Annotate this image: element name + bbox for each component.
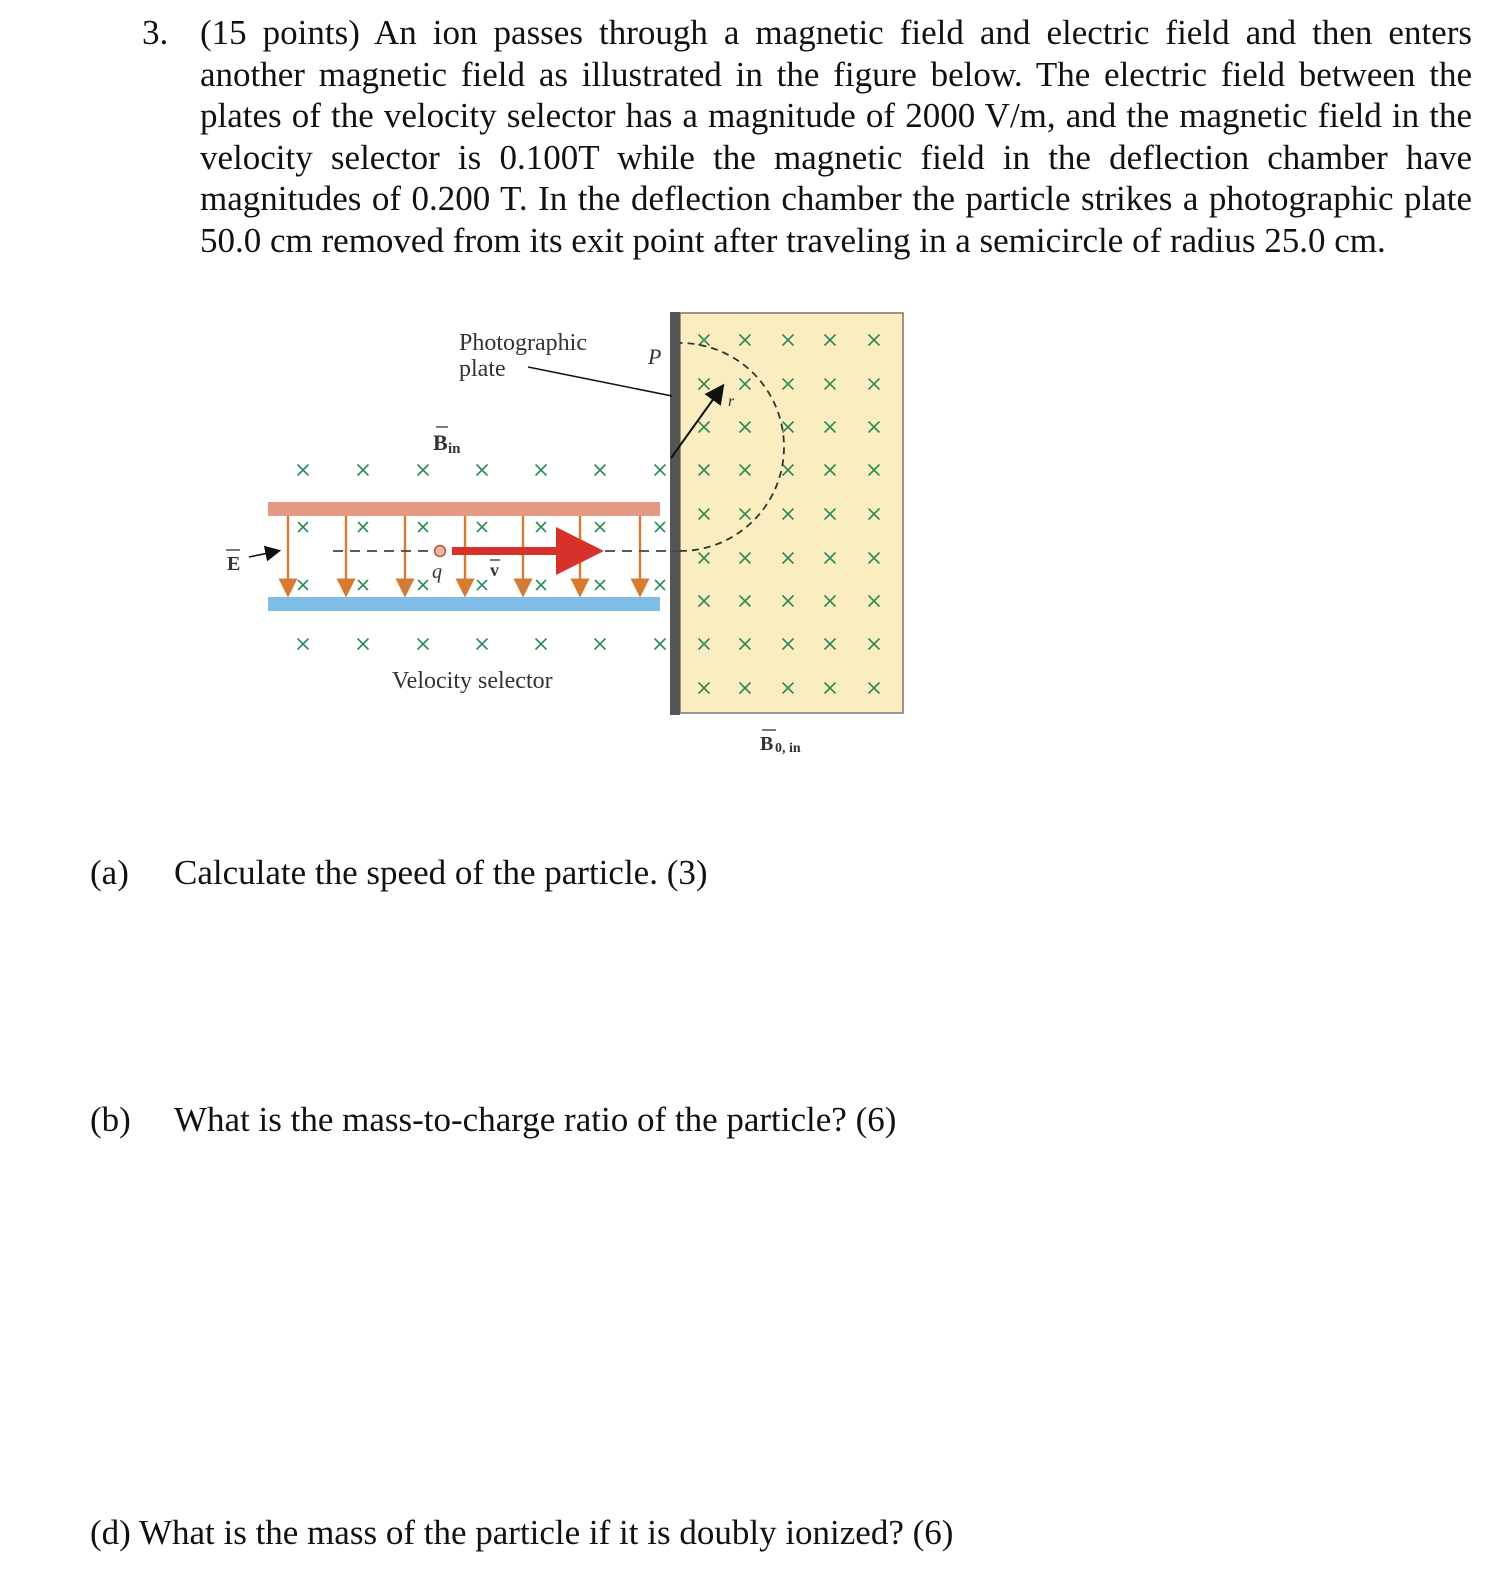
- selector-cross-icon: [298, 465, 309, 476]
- selector-cross-icon: [298, 639, 309, 650]
- selector-cross-icon: [655, 522, 665, 532]
- selector-cross-icon: [358, 522, 368, 532]
- photographic-plate-label-2: plate: [459, 356, 506, 382]
- radius-label: r: [728, 393, 735, 410]
- svg-text:in: in: [448, 441, 461, 457]
- svg-text:0, in: 0, in: [775, 741, 801, 756]
- problem-text: (15 points) An ion passes through a magnetic field and electric field and then enters another magnetic field as illustrated in the figure below. The electric field between the plates of the velocity selector has a magnitude of 2000 V/m, and the magnetic field in the velocity selector is 0.100T while the magnetic field in the deflection chamber have magnitudes of 0.200 T. In the deflection chamber the particle strikes a photographic plate 50.0 cm removed from its exit point after traveling in a semicircle of radius 25.0 cm.: [200, 13, 1472, 260]
- question-d: [90, 1512, 953, 1553]
- svg-text:B: B: [760, 733, 774, 755]
- e-label: [226, 550, 240, 575]
- photographic-plate-bar: [670, 312, 680, 715]
- selector-cross-icon: [477, 639, 488, 650]
- svg-text:E: E: [227, 553, 241, 575]
- bottom-plate: [268, 597, 660, 611]
- selector-cross-icon: [418, 580, 428, 590]
- selector-cross-icon: [655, 465, 666, 476]
- selector-cross-icon: [477, 465, 488, 476]
- b-in-label: [433, 427, 461, 457]
- question-a-text: Calculate the speed of the particle. (3): [174, 853, 708, 892]
- selector-cross-icon: [477, 580, 487, 590]
- selector-cross-icon: [655, 639, 666, 650]
- selector-cross-icon: [536, 639, 547, 650]
- deflection-chamber: [680, 313, 903, 713]
- problem-number: 3.: [142, 13, 169, 52]
- question-b: [90, 1099, 896, 1140]
- selector-cross-icon: [595, 580, 605, 590]
- selector-cross-icon: [418, 465, 429, 476]
- b0-label: [760, 730, 801, 756]
- selector-cross-icon: [298, 580, 308, 590]
- svg-text:B: B: [433, 430, 448, 455]
- selector-cross-icon: [358, 639, 369, 650]
- selector-cross-icon: [595, 639, 606, 650]
- question-a-label: (a): [90, 853, 129, 892]
- point-p-label: P: [648, 344, 662, 369]
- photographic-plate-label: Photographic: [459, 330, 587, 356]
- question-d-label: (d): [90, 1513, 131, 1552]
- charge-label: q: [432, 561, 442, 583]
- selector-cross-icon: [595, 522, 605, 532]
- selector-cross-icon: [418, 522, 428, 532]
- selector-cross-icon: [536, 580, 546, 590]
- selector-field-crosses: [298, 465, 666, 650]
- plate-leader-line: [528, 367, 672, 396]
- selector-cross-icon: [595, 465, 606, 476]
- ion-charge: [435, 546, 446, 557]
- velocity-selector-label: Velocity selector: [392, 668, 553, 694]
- selector-cross-icon: [298, 522, 308, 532]
- selector-cross-icon: [358, 465, 369, 476]
- e-field-arrow: [249, 551, 278, 557]
- question-b-label: (b): [90, 1100, 131, 1139]
- selector-cross-icon: [358, 580, 368, 590]
- selector-cross-icon: [418, 639, 429, 650]
- question-d-text: What is the mass of the particle if it is doubly ionized? (6): [138, 1513, 954, 1552]
- svg-text:v: v: [490, 560, 499, 580]
- selector-cross-icon: [536, 522, 546, 532]
- velocity-label: [490, 560, 500, 580]
- top-plate: [268, 502, 660, 516]
- question-a: [90, 852, 708, 893]
- selector-cross-icon: [655, 580, 665, 590]
- selector-cross-icon: [477, 522, 487, 532]
- selector-cross-icon: [536, 465, 547, 476]
- question-b-text: What is the mass-to-charge ratio of the particle? (6): [174, 1100, 897, 1139]
